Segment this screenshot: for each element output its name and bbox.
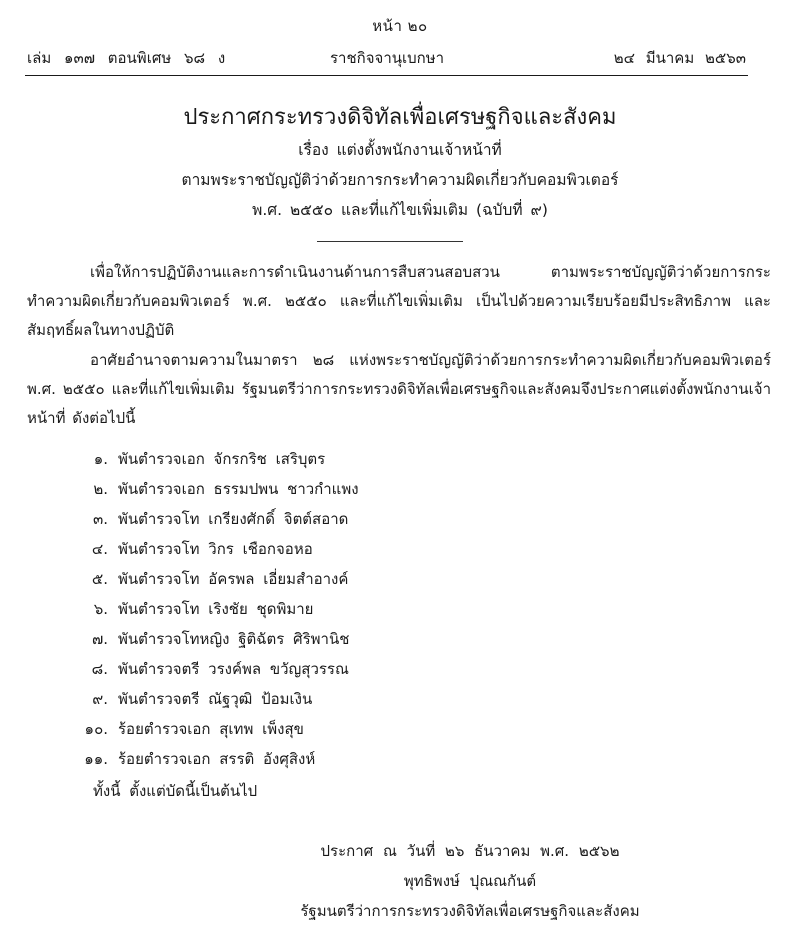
signature-block <box>260 836 680 926</box>
list-item-number: ๕. <box>91 570 108 588</box>
gazette-header <box>25 46 748 68</box>
list-item <box>60 474 560 504</box>
list-item <box>60 744 560 774</box>
list-item <box>60 594 560 624</box>
page-number: หน้า ๒๐ <box>372 17 428 35</box>
list-item-number: ๑๑. <box>84 750 108 768</box>
appointee-name: พันตำรวจเอก ธรรมปพน ชาวกำแพง <box>118 480 359 498</box>
list-item <box>60 714 560 744</box>
announcement-subject: เรื่อง แต่งตั้งพนักงานเจ้าหน้าที่ <box>298 141 502 159</box>
list-item-number: ๑๐. <box>84 720 108 738</box>
list-item <box>60 564 560 594</box>
paragraph-1-text: เพื่อให้การปฏิบัติงานและการดำเนินงานด้านการสืบสวนสอบสวน ตามพระราชบัญญัติว่าด้วยการกระทำความผิดเกี่ยวกับคอมพิวเตอร์ พ.ศ. ๒๕๕๐ และที่แก้ไขเพิ่มเติม เป็นไปด้วยความเรียบร้อยมีประสิทธิภาพ และสัมฤทธิ์ผลในทางปฏิบัติ <box>27 263 771 339</box>
list-item <box>60 684 560 714</box>
appointee-name: พันตำรวจโท เกรียงศักดิ์ จิตต์สอาด <box>118 510 349 528</box>
appointee-name: ร้อยตำรวจเอก สุเทพ เพ็งสุข <box>118 720 304 738</box>
list-item <box>60 624 560 654</box>
list-item-number: ๗. <box>91 630 108 648</box>
appointee-name: พันตำรวจโท เริงชัย ชุดพิมาย <box>118 600 314 618</box>
list-item-number: ๔. <box>91 540 108 558</box>
appointee-name: พันตำรวจโทหญิง ฐิติฉัตร ศิริพานิช <box>118 630 350 648</box>
list-item <box>60 534 560 564</box>
announcement-date: ประกาศ ณ วันที่ ๒๖ ธันวาคม พ.ศ. ๒๕๖๒ <box>320 842 620 860</box>
announcement-title-block <box>0 101 800 225</box>
gazette-date: ๒๔ มีนาคม ๒๕๖๓ <box>613 49 746 67</box>
list-item-number: ๒. <box>93 480 108 498</box>
list-item-number: ๖. <box>93 600 108 618</box>
body-paragraph-2 <box>27 346 771 433</box>
list-item-number: ๑. <box>93 450 108 468</box>
appointee-name: พันตำรวจตรี ณัฐวุฒิ ป้อมเงิน <box>118 690 313 708</box>
list-item-number: ๙. <box>92 690 108 708</box>
title-divider <box>317 241 463 242</box>
paragraph-2-text: อาศัยอำนาจตามความในมาตรา ๒๘ แห่งพระราชบัญญัติว่าด้วยการกระทำความผิดเกี่ยวกับคอมพิวเตอร์ พ.ศ. ๒๕๕๐ และที่แก้ไขเพิ่มเติม รัฐมนตรีว่าการกระทรวงดิจิทัลเพื่อเศรษฐกิจและสังคมจึงประกาศแต่งตั้งพนักงานเจ้าหน้าที่ ดังต่อไปนี้ <box>27 351 771 427</box>
appointee-name: ร้อยตำรวจเอก สรรติ อังศุสิงห์ <box>118 750 316 768</box>
list-item <box>60 504 560 534</box>
signatory-position: รัฐมนตรีว่าการกระทรวงดิจิทัลเพื่อเศรษฐกิจและสังคม <box>300 902 640 920</box>
body-paragraph-1 <box>27 258 771 345</box>
gazette-publication: ราชกิจจานุเบกษา <box>330 49 445 67</box>
appointee-name: พันตำรวจเอก จักรกริช เสริบุตร <box>118 450 326 468</box>
header-divider <box>25 75 748 76</box>
gazette-volume: เล่ม ๑๓๗ ตอนพิเศษ ๖๘ ง <box>27 49 226 67</box>
list-item <box>60 654 560 684</box>
signatory-name: พุทธิพงษ์ ปุณณกันต์ <box>403 872 537 890</box>
appointee-name: พันตำรวจโท วิกร เชือกจอหอ <box>118 540 313 558</box>
list-item <box>60 444 560 474</box>
appointee-name: พันตำรวจโท อัครพล เอี่ยมสำอางค์ <box>118 570 349 588</box>
appointee-name: พันตำรวจตรี วรงค์พล ขวัญสุวรรณ <box>118 660 349 678</box>
announcement-act: ตามพระราชบัญญัติว่าด้วยการกระทำความผิดเกี่ยวกับคอมพิวเตอร์ <box>181 171 619 189</box>
list-item-number: ๓. <box>92 510 108 528</box>
effective-clause: ทั้งนี้ ตั้งแต่บัดนี้เป็นต้นไป <box>93 782 258 800</box>
appointee-list <box>60 444 560 774</box>
announcement-title: ประกาศกระทรวงดิจิทัลเพื่อเศรษฐกิจและสังคม <box>183 105 617 130</box>
list-item-number: ๘. <box>91 660 108 678</box>
announcement-act-year: พ.ศ. ๒๕๕๐ และที่แก้ไขเพิ่มเติม (ฉบับที่ ๙) <box>252 201 548 219</box>
